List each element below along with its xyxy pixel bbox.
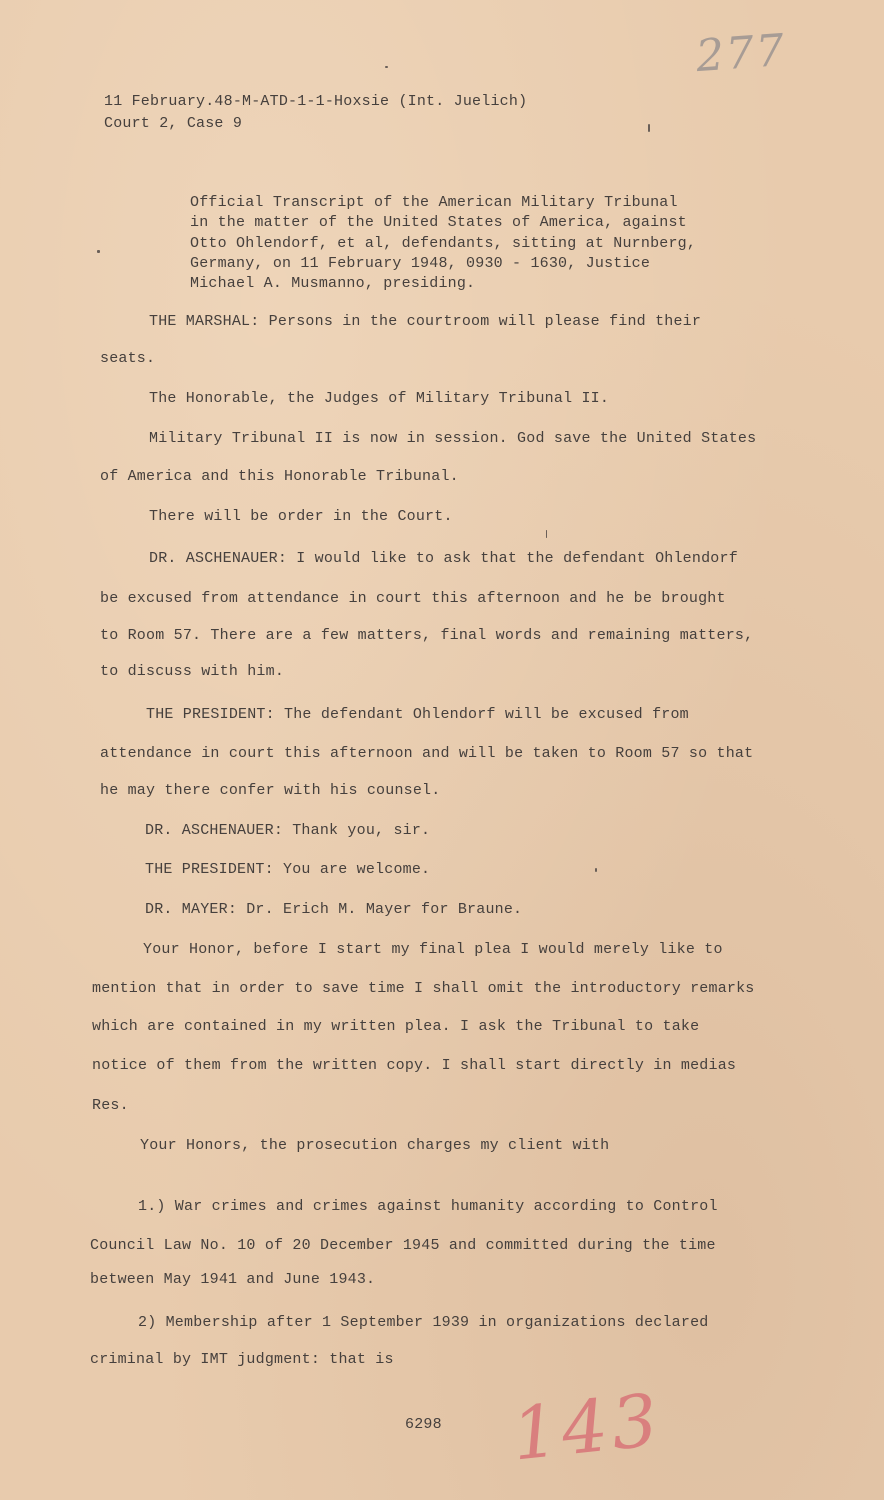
header-line-1: 11 February.48-M-ATD-1-1-Hoxsie (Int. Juelich) — [104, 93, 528, 110]
body-line-9: to Room 57. There are a few matters, final words and remaining matters, — [100, 627, 754, 644]
body-line-11: THE PRESIDENT: The defendant Ohlendorf will be excused from — [146, 706, 689, 723]
body-line-18: mention that in order to save time I shall omit the introductory remarks — [92, 980, 755, 997]
header-line-2: Court 2, Case 9 — [104, 115, 243, 132]
body-line-14: DR. ASCHENAUER: Thank you, sir. — [145, 822, 431, 839]
paper-speck — [546, 530, 547, 538]
body-line-15: THE PRESIDENT: You are welcome. — [145, 861, 431, 878]
body-line-16: DR. MAYER: Dr. Erich M. Mayer for Braune. — [145, 901, 523, 918]
body-line-4: Military Tribunal II is now in session. God save the United States — [149, 430, 757, 447]
body-line-25: between May 1941 and June 1943. — [90, 1271, 376, 1288]
body-line-19: which are contained in my written plea. I ask the Tribunal to take — [92, 1018, 700, 1035]
paper-speck — [648, 124, 650, 132]
handwritten-stamp-number: 143 — [508, 1377, 666, 1477]
intro-line-4: Germany, on 11 February 1948, 0930 - 1630, Justice — [190, 255, 651, 272]
body-line-3: The Honorable, the Judges of Military Tribunal II. — [149, 390, 610, 407]
paper-speck — [385, 66, 388, 68]
body-line-8: be excused from attendance in court this afternoon and he be brought — [100, 590, 726, 607]
body-line-1: THE MARSHAL: Persons in the courtroom will please find their — [149, 313, 702, 330]
page-number: 6298 — [405, 1416, 442, 1433]
body-line-26: 2) Membership after 1 September 1939 in organizations declared — [138, 1314, 709, 1331]
body-line-17: Your Honor, before I start my final plea I would merely like to — [143, 941, 723, 958]
body-line-21: Res. — [92, 1097, 129, 1114]
body-line-27: criminal by IMT judgment: that is — [90, 1351, 394, 1368]
body-line-20: notice of them from the written copy. I shall start directly in medias — [92, 1057, 737, 1074]
body-line-10: to discuss with him. — [100, 663, 285, 680]
intro-line-3: Otto Ohlendorf, et al, defendants, sitting at Nurnberg, — [190, 235, 697, 252]
body-line-7: DR. ASCHENAUER: I would like to ask that the defendant Ohlendorf — [149, 550, 738, 567]
body-line-2: seats. — [100, 350, 156, 367]
body-line-5: of America and this Honorable Tribunal. — [100, 468, 459, 485]
intro-line-2: in the matter of the United States of America, against — [190, 214, 687, 231]
body-line-22: Your Honors, the prosecution charges my client with — [140, 1137, 610, 1154]
body-line-6: There will be order in the Court. — [149, 508, 453, 525]
body-line-12: attendance in court this afternoon and will be taken to Room 57 so that — [100, 745, 754, 762]
handwritten-page-number: 277 — [694, 24, 788, 83]
paper-speck — [97, 250, 100, 253]
body-line-23: 1.) War crimes and crimes against humanity according to Control — [138, 1198, 718, 1215]
body-line-13: he may there confer with his counsel. — [100, 782, 441, 799]
intro-line-1: Official Transcript of the American Military Tribunal — [190, 194, 678, 211]
intro-line-5: Michael A. Musmanno, presiding. — [190, 275, 476, 292]
body-line-24: Council Law No. 10 of 20 December 1945 and committed during the time — [90, 1237, 716, 1254]
paper-speck — [595, 868, 597, 872]
